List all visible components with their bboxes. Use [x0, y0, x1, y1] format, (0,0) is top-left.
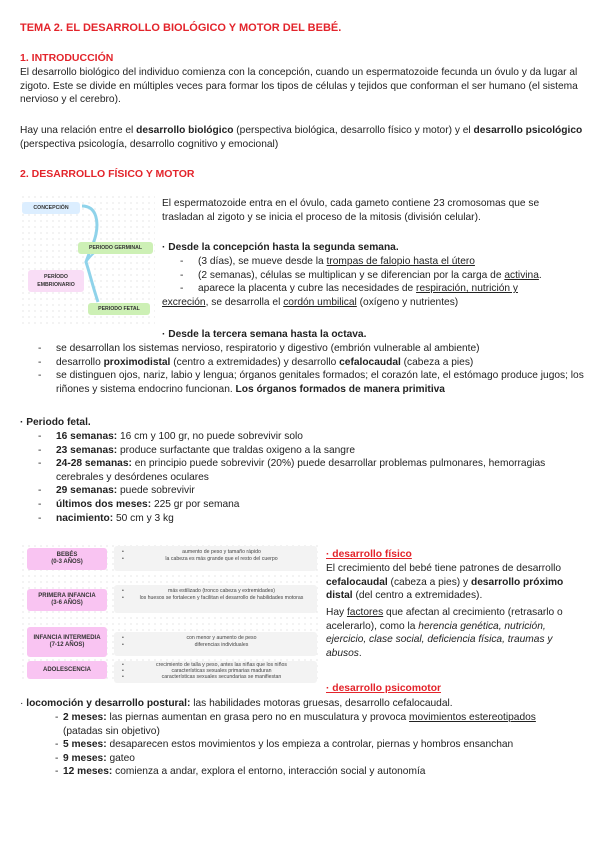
list-item: - 24-28 semanas: en principio puede sobrevivir (20%) puede desarrollar problemas pulmonares, hemorragias cerebrales y desórdenes oculares — [38, 457, 586, 484]
list-item: - (3 días), se mueve desde la trompas de falopio hasta el útero — [180, 255, 582, 269]
stage-bebes: BEBÉS (0-3 AÑOS) — [27, 548, 107, 570]
list-item: - se desarrollan los sistemas nervioso, respiratorio y digestivo (embrión vulnerable al ambiente) — [38, 342, 586, 356]
stage-description: • crecimiento de talla y peso, antes las niñas que los niños • características sexuales primarias maduran • características sexuales secundarias se manifiestan — [114, 661, 317, 683]
intro-relation-paragraph: Hay una relación entre el desarrollo biológico (perspectiva biológica, desarrollo físico y motor) y el desarrollo psicológico (perspectiva psicología, desarrollo cognitivo y emocional) — [20, 125, 583, 150]
diagram-node-germinal: PERIODO GERMINAL — [78, 242, 153, 254]
stage-description: • más estilizado (tronco cabeza y extremidades) • los huesos se fortalecen y facilitan el desarrollo de habilidades motoras — [114, 585, 317, 613]
tercera-list — [38, 342, 586, 396]
stage-primera-infancia: PRIMERA INFANCIA (3-6 AÑOS) — [27, 589, 107, 611]
page-title: TEMA 2. EL DESARROLLO BIOLÓGICO Y MOTOR DEL BEBÉ. — [20, 22, 342, 34]
list-item: - 29 semanas: puede sobrevivir — [38, 484, 586, 498]
list-item: - 23 semanas: produce surfactante que traldas oxigeno a la sangre — [38, 444, 586, 458]
list-item: - 9 meses: gateo — [55, 752, 565, 766]
fisico-factors-paragraph: Hay factores que afectan al crecimiento (retrasarlo o acelerarlo), como la herencia genética, nutrición, ejercicio, clase social, deficiencia física, traumas y abusos. — [326, 607, 563, 659]
list-item: - 5 meses: desaparecen estos movimientos y los empieza a controlar, piernas y hombros ensanchan — [55, 738, 565, 752]
psicomotor-heading: · desarrollo psicomotor — [326, 683, 442, 694]
concepcion-list — [180, 255, 582, 296]
psicomotor-list — [55, 711, 565, 779]
fertilization-text: El espermatozoide entra en el óvulo, cada gameto contiene 23 cromosomas que se trasladan al zigoto y se inicia el proceso de la mitosis (división celular). — [162, 198, 540, 223]
concepcion-item-continued: excreción, se desarrolla el cordón umbilical (oxígeno y nutrientes) — [162, 297, 459, 308]
list-item: - últimos dos meses: 225 gr por semana — [38, 498, 586, 512]
list-item: - 2 meses: las piernas aumentan en grasa pero no en musculatura y provoca movimientos estereotipados (patadas sin objetivo) — [55, 711, 565, 738]
fetal-heading: · Periodo fetal. — [20, 417, 91, 428]
stage-infancia-intermedia: INFANCIA INTERMEDIA (7-12 AÑOS) — [27, 627, 107, 657]
tercera-heading: · Desde la tercera semana hasta la octava. — [162, 329, 367, 340]
stage-description: • aumento de peso y tamaño rápido • la cabeza es más grande que el resto del cuerpo — [114, 546, 317, 571]
section-heading: 2. DESARROLLO FÍSICO Y MOTOR — [20, 168, 195, 180]
list-item: - desarrollo proximodistal (centro a extremidades) y desarrollo cefalocaudal (cabeza a pies) — [38, 356, 586, 370]
concepcion-heading: · Desde la concepción hasta la segunda semana. — [162, 242, 399, 253]
prenatal-diagram — [20, 194, 155, 326]
list-item: - aparece la placenta y cubre las necesidades de respiración, nutrición y — [180, 282, 582, 296]
fisico-heading: · desarrollo físico — [326, 549, 412, 560]
list-item: - se distinguen ojos, nariz, labio y lengua; órganos genitales formados; el corazón late, el estómago produce jugos; los riñones y sistema endocrino funcionan. Los órganos formados de manera primitiva — [38, 369, 586, 396]
growth-stages-diagram — [20, 543, 320, 683]
fisico-paragraph: El crecimiento del bebé tiene patrones de desarrollo cefalocaudal (cabeza a pies) y desarrollo próximo distal (del centro a extremidades). — [326, 563, 564, 602]
stage-description: • con menor y aumento de peso • diferencias individuales — [114, 632, 317, 656]
diagram-node-fetal: PERIODO FETAL — [88, 303, 150, 315]
diagram-node-embrionario: PERÍODO EMBRIONARIO — [28, 270, 84, 292]
intro-heading: 1. INTRODUCCIÓN — [20, 52, 114, 64]
diagram-node-concepcion: CONCEPCIÓN — [22, 202, 80, 214]
list-item: - 12 meses: comienza a andar, explora el entorno, interacción social y autonomía — [55, 765, 565, 779]
list-item: - nacimiento: 50 cm y 3 kg — [38, 512, 586, 526]
list-item: - (2 semanas), células se multiplican y se diferencian por la carga de activina. — [180, 269, 582, 283]
fetal-list — [38, 430, 586, 525]
intro-paragraph: El desarrollo biológico del individuo comienza con la concepción, cuando un espermatozoide fecunda un óvulo y da lugar al zigoto. Este se divide en múltiples veces para formar los tipos de células y tejidos que conforman el ser humano (el sistema nervioso y el cerebro). — [20, 67, 578, 106]
stage-adolescencia: ADOLESCENCIA — [27, 661, 107, 679]
locomocion-line: · locomoción y desarrollo postural: las habilidades motoras gruesas, desarrollo cefalocaudal. — [20, 698, 453, 709]
list-item: - 16 semanas: 16 cm y 100 gr, no puede sobrevivir solo — [38, 430, 586, 444]
